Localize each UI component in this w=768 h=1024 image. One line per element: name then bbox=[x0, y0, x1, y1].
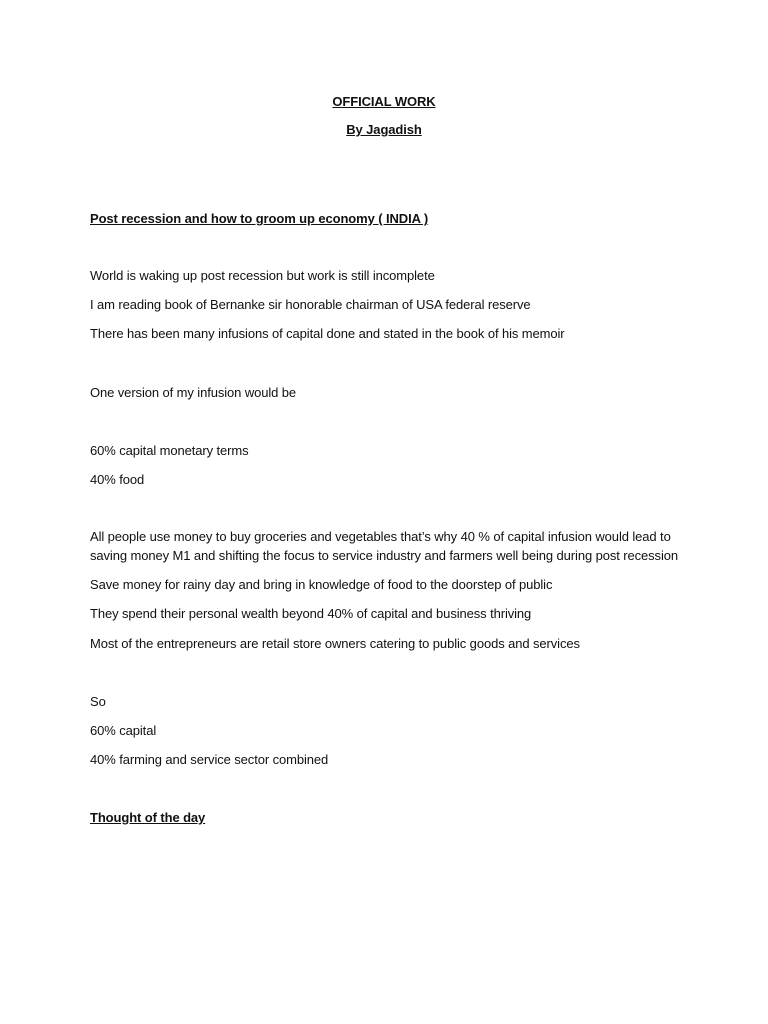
closing-heading: Thought of the day bbox=[90, 810, 206, 825]
paragraph-line: So bbox=[90, 694, 106, 709]
section-heading: Post recession and how to groom up economy ( INDIA ) bbox=[90, 211, 429, 226]
paragraph-line: 60% capital monetary terms bbox=[90, 443, 249, 458]
paragraph-line: 60% capital bbox=[90, 723, 157, 738]
document-title: OFFICIAL WORK bbox=[332, 94, 436, 109]
paragraph-line: Save money for rainy day and bring in knowledge of food to the doorstep of public bbox=[90, 577, 553, 592]
paragraph-line: Most of the entrepreneurs are retail store owners catering to public goods and services bbox=[90, 636, 580, 651]
paragraph-line: All people use money to buy groceries and vegetables that’s why 40 % of capital infusion would lead to bbox=[90, 529, 671, 544]
paragraph-line: 40% farming and service sector combined bbox=[90, 752, 329, 767]
paragraph-line: They spend their personal wealth beyond 40% of capital and business thriving bbox=[90, 606, 532, 621]
paragraph-line: saving money M1 and shifting the focus to service industry and farmers well being during post recession bbox=[90, 548, 679, 563]
paragraph-line: World is waking up post recession but work is still incomplete bbox=[90, 268, 435, 283]
paragraph-line: There has been many infusions of capital done and stated in the book of his memoir bbox=[90, 326, 565, 341]
paragraph-line: One version of my infusion would be bbox=[90, 385, 297, 400]
paragraph-line: I am reading book of Bernanke sir honorable chairman of USA federal reserve bbox=[90, 297, 531, 312]
document-author: By Jagadish bbox=[346, 122, 422, 137]
paragraph-line: 40% food bbox=[90, 472, 145, 487]
